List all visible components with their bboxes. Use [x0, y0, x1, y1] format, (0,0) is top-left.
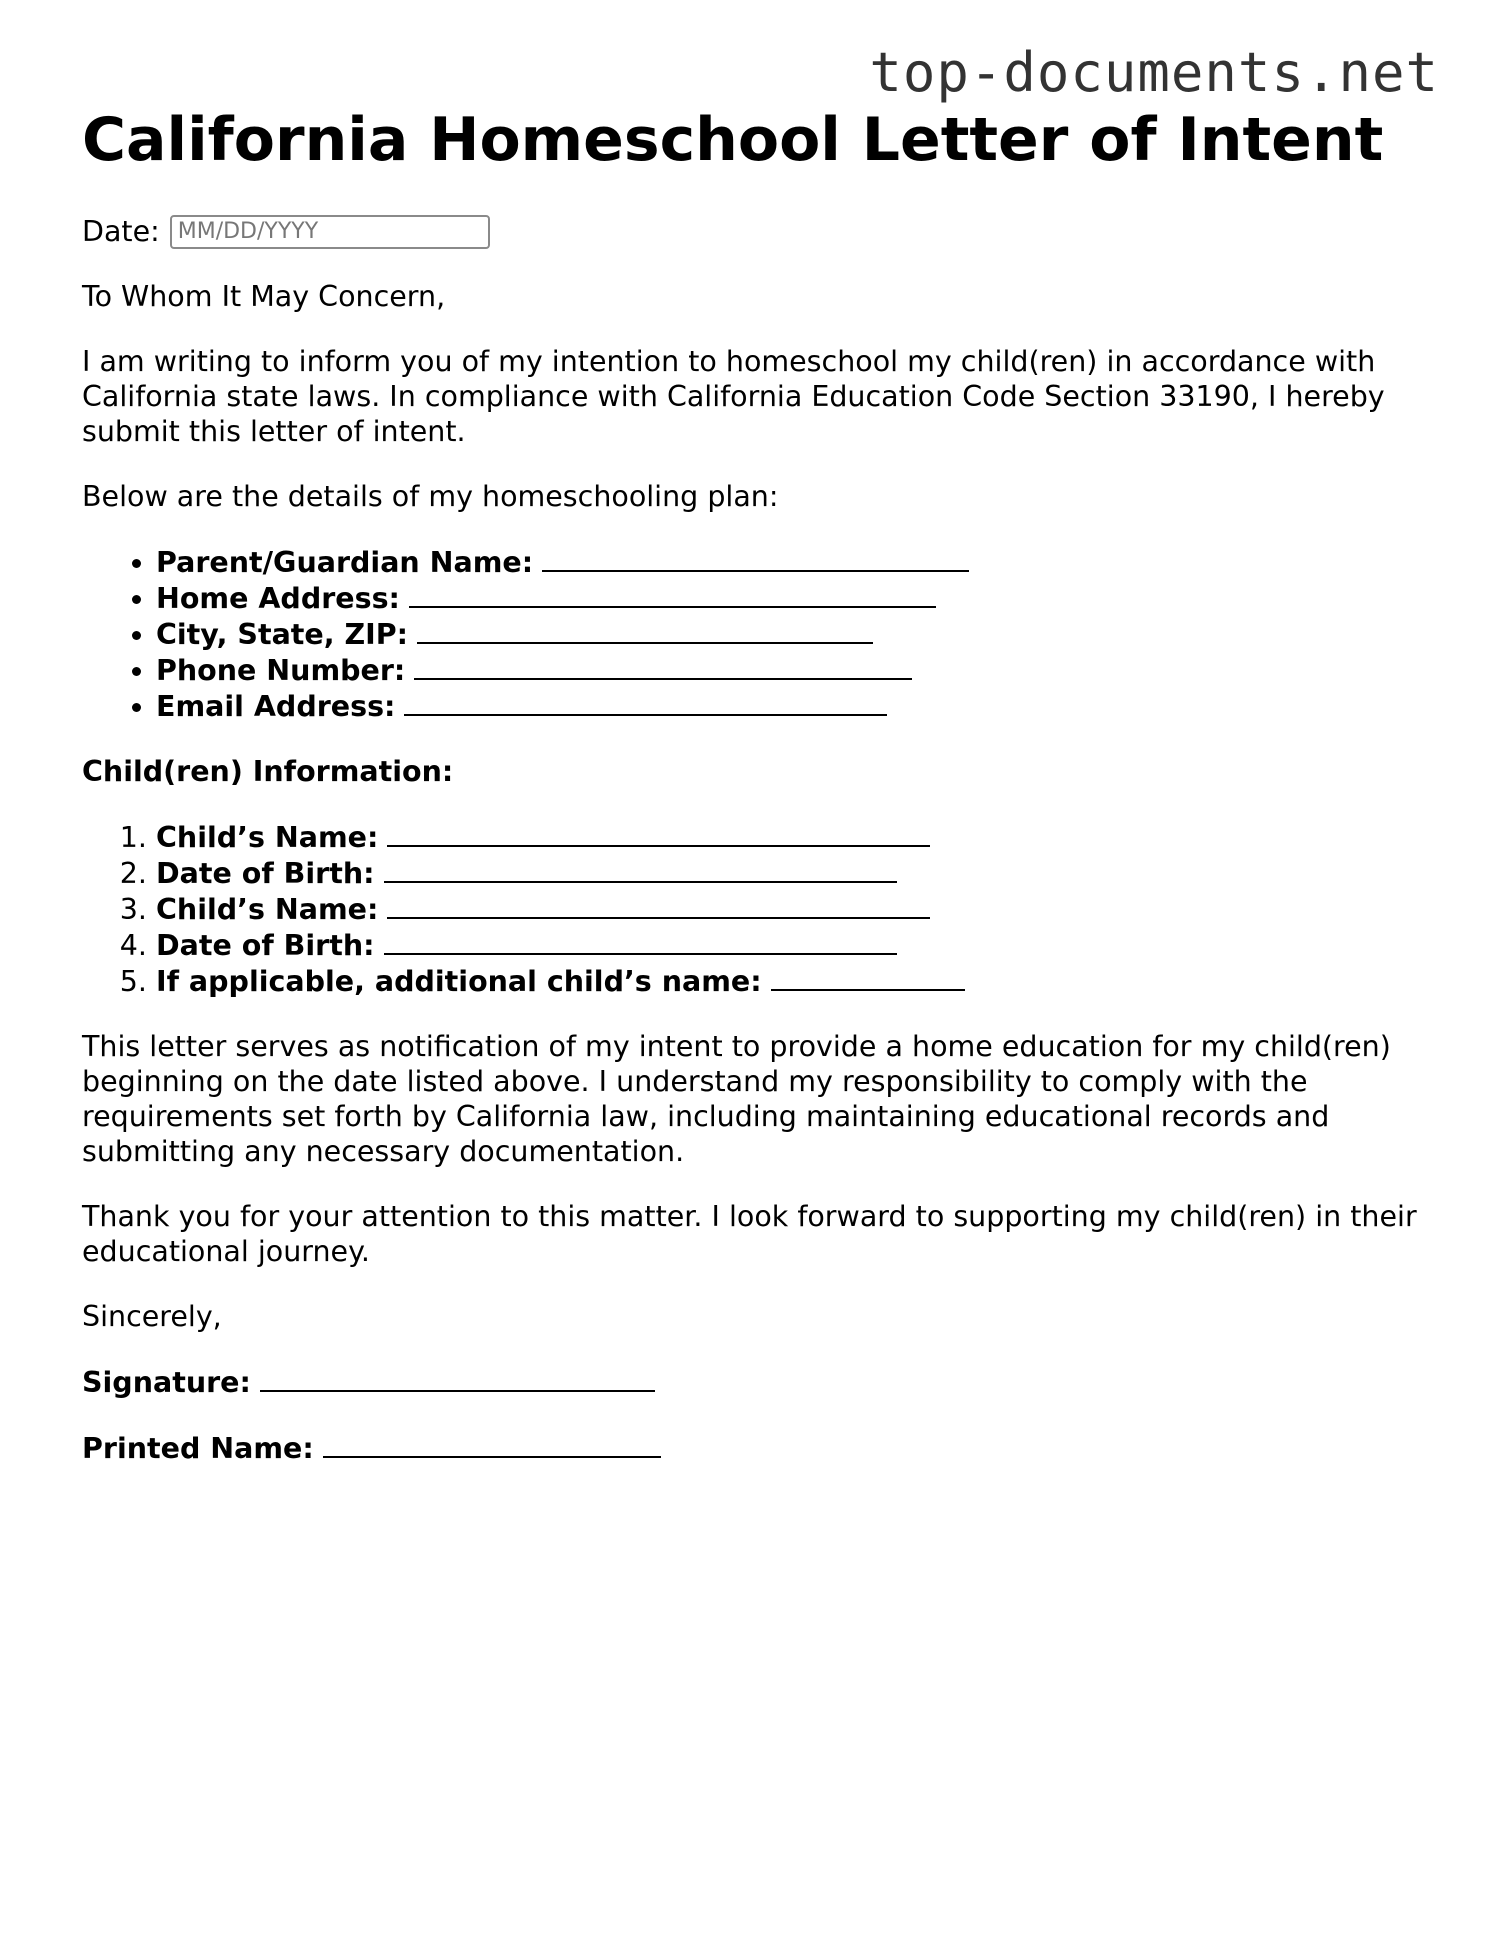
additional-child-name-blank[interactable] — [771, 963, 965, 991]
children-heading: Child(ren) Information: — [82, 755, 454, 788]
list-item — [156, 580, 1422, 616]
list-item — [156, 855, 1422, 891]
parent-guardian-name-blank[interactable] — [542, 544, 969, 572]
list-item — [156, 652, 1422, 688]
page-title: California Homeschool Letter of Intent — [82, 105, 1384, 175]
home-address-blank[interactable] — [409, 580, 936, 608]
printed-name-row — [82, 1430, 1422, 1466]
date-of-birth-label: Date of Birth: — [156, 857, 375, 890]
letter-document — [82, 104, 1422, 1496]
date-of-birth-blank[interactable] — [384, 927, 897, 955]
child-name-blank[interactable] — [387, 819, 930, 847]
list-item — [156, 963, 1422, 999]
notification-paragraph: This letter serves as notification of my intent to provide a home education for my child(ren) beginning on the date listed above. I understand my responsibility to comply with the requirements set forth by California law, including maintaining educational records and submitting any necessary documentation. — [82, 1030, 1391, 1168]
phone-number-label: Phone Number: — [156, 654, 406, 687]
email-address-label: Email Address: — [156, 690, 396, 723]
details-intro: Below are the details of my homeschooling plan: — [82, 480, 779, 513]
city-state-zip-blank[interactable] — [417, 616, 873, 644]
signature-blank[interactable] — [260, 1364, 655, 1392]
phone-number-blank[interactable] — [414, 652, 912, 680]
date-of-birth-blank[interactable] — [384, 855, 897, 883]
child-name-label: Child’s Name: — [156, 821, 379, 854]
list-item — [156, 819, 1422, 855]
list-item — [156, 544, 1422, 580]
site-watermark: top-documents.net — [869, 41, 1439, 104]
printed-name-label: Printed Name: — [82, 1432, 314, 1465]
closing: Sincerely, — [82, 1300, 222, 1333]
signature-label: Signature: — [82, 1366, 251, 1399]
list-item — [156, 891, 1422, 927]
date-row — [82, 214, 1422, 249]
additional-child-name-label: If applicable, additional child’s name: — [156, 965, 762, 998]
list-item — [156, 927, 1422, 963]
parent-guardian-name-label: Parent/Guardian Name: — [156, 546, 534, 579]
children-list — [82, 819, 1422, 999]
date-input[interactable] — [170, 215, 490, 249]
intro-paragraph: I am writing to inform you of my intention to homeschool my child(ren) in accordance with California state laws. In compliance with California Education Code Section 33190, I hereby submit this letter of intent. — [82, 345, 1385, 448]
list-item — [156, 616, 1422, 652]
printed-name-blank[interactable] — [323, 1430, 661, 1458]
signature-row — [82, 1364, 1422, 1400]
salutation: To Whom It May Concern, — [82, 280, 446, 313]
city-state-zip-label: City, State, ZIP: — [156, 618, 409, 651]
date-label: Date: — [82, 215, 160, 248]
email-address-blank[interactable] — [404, 688, 887, 716]
parent-details-list — [82, 544, 1422, 724]
list-item — [156, 688, 1422, 724]
child-name-label: Child’s Name: — [156, 893, 379, 926]
thanks-paragraph: Thank you for your attention to this matter. I look forward to supporting my child(ren) in their educational journey. — [82, 1200, 1417, 1268]
home-address-label: Home Address: — [156, 582, 400, 615]
child-name-blank[interactable] — [387, 891, 930, 919]
date-of-birth-label: Date of Birth: — [156, 929, 375, 962]
